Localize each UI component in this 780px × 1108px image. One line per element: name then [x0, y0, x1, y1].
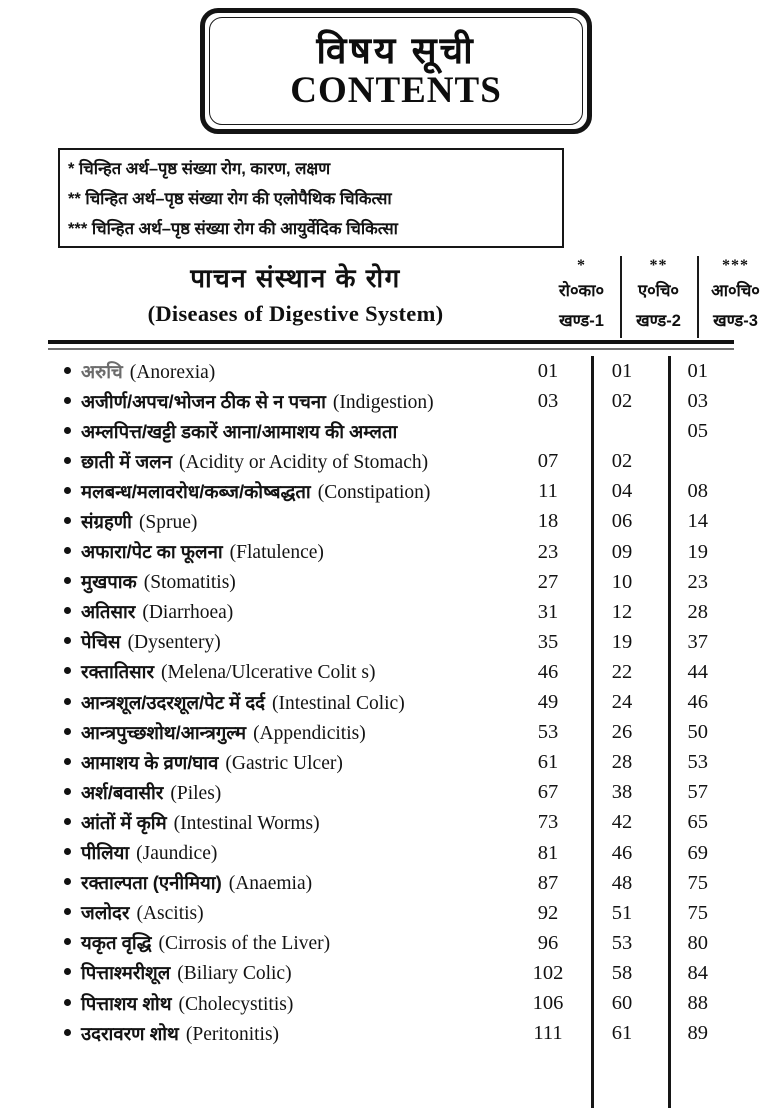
bullet-icon	[64, 607, 71, 614]
page-number-col-2: 02	[611, 390, 633, 413]
page-number-col-1: 07	[537, 450, 559, 473]
page-number-col-3: 84	[687, 961, 708, 984]
row-title-hindi: आन्त्रशूल/उदरशूल/पेट में दर्द	[81, 691, 266, 713]
page-number-col-2: 58	[611, 961, 633, 984]
page-number-col-2: 19	[611, 630, 633, 653]
bullet-icon	[64, 758, 71, 765]
bullet-icon	[64, 788, 71, 795]
page-number-col-3: 19	[687, 540, 708, 563]
page-number-col-2: 10	[611, 570, 633, 593]
bullet-icon	[64, 427, 71, 434]
page-number-col-3: 89	[687, 1022, 708, 1045]
page-number-col-1: 49	[537, 691, 559, 714]
row-title-hindi: अतिसार	[81, 601, 136, 623]
row-label	[48, 479, 515, 504]
page-number-col-2	[589, 416, 662, 446]
page-number-col-3: 01	[687, 360, 708, 382]
legend-line-1: * चिन्हित अर्थ–पृष्ठ संख्या रोग, कारण, लक्षण	[68, 160, 331, 178]
page-number-col-1: 96	[537, 931, 559, 954]
row-title-hindi: पेचिस	[81, 631, 121, 653]
table-row[interactable]	[48, 838, 734, 868]
page-title-hindi: विषय सूची	[316, 29, 476, 71]
page-number-col-3: 69	[687, 841, 708, 864]
row-title-hindi: अफारा/पेट का फूलना	[81, 541, 223, 563]
page-number-col-1: 35	[537, 630, 559, 653]
row-title-english: (Indigestion)	[332, 391, 434, 413]
page-number-col-2: 48	[611, 871, 633, 894]
table-row[interactable]	[48, 627, 734, 657]
row-title-hindi: पित्ताश्मरीशूल	[81, 962, 171, 984]
page-number-col-1: 102	[532, 961, 564, 984]
row-label	[48, 449, 515, 474]
page-number-col-1	[515, 416, 588, 446]
row-label	[48, 780, 515, 805]
row-label	[48, 900, 515, 925]
column-header-3	[697, 256, 774, 338]
column-header-3-stars: ***	[722, 257, 749, 274]
bullet-icon	[64, 397, 71, 404]
row-label	[48, 870, 515, 895]
page-number-col-3: 05	[687, 420, 708, 443]
page-number-col-2: 09	[611, 540, 633, 563]
table-row[interactable]	[48, 928, 734, 958]
table-row[interactable]	[48, 657, 734, 687]
bullet-icon	[64, 848, 71, 855]
page-number-col-2: 51	[611, 901, 633, 924]
page-number-col-2: 61	[611, 1022, 633, 1045]
bullet-icon	[64, 908, 71, 915]
page-number-col-3: 50	[687, 721, 708, 744]
page-title-english: CONTENTS	[290, 69, 502, 111]
row-title-hindi: मलबन्ध/मलावरोध/कब्ज/कोष्बद्धता	[81, 480, 311, 502]
table-row[interactable]	[48, 416, 734, 446]
row-title-english: (Flatulence)	[229, 542, 324, 564]
page-number-col-1: 03	[537, 390, 559, 413]
page-number-col-1: 31	[537, 600, 559, 623]
bullet-icon	[64, 698, 71, 705]
bullet-icon	[64, 968, 71, 975]
page-number-col-1: 53	[537, 721, 559, 744]
page-number-col-2: 24	[611, 691, 633, 714]
contents-row-list	[48, 356, 734, 1048]
column-header-2-khand: खण्ड-2	[636, 312, 681, 330]
page-number-col-2: 22	[611, 660, 633, 683]
row-label	[48, 359, 515, 384]
bullet-icon	[64, 487, 71, 494]
row-title-english: (Biliary Colic)	[177, 963, 292, 985]
row-label	[48, 569, 515, 594]
row-title-hindi: अजीर्ण/अपच/भोजन ठीक से न पचना	[81, 390, 326, 412]
row-title-english: (Intestinal Colic)	[272, 692, 405, 714]
column-header-2-stars: **	[649, 257, 668, 274]
page-number-col-1: 61	[537, 751, 559, 774]
page-number-col-2: 12	[611, 600, 633, 623]
page-number-col-3: 37	[687, 630, 708, 653]
page-number-col-1: 01	[537, 360, 559, 382]
table-row[interactable]	[48, 777, 734, 807]
row-label	[48, 720, 515, 745]
contents-title-box	[200, 8, 592, 134]
column-header-2	[620, 256, 699, 338]
row-title-hindi: पित्ताशय शोथ	[81, 992, 172, 1014]
page-number-col-3: 08	[687, 480, 708, 503]
row-label	[48, 840, 515, 865]
row-title-english: (Peritonitis)	[185, 1023, 280, 1045]
page-number-col-2: 02	[611, 450, 633, 473]
row-title-english: (Anaemia)	[228, 873, 313, 895]
row-title-english: (Anorexia)	[129, 361, 216, 383]
row-label	[48, 629, 515, 654]
row-title-hindi: संग्रहणी	[81, 511, 132, 533]
row-title-hindi: पीलिया	[81, 842, 130, 864]
page-number-col-3: 65	[687, 811, 708, 834]
row-label	[48, 690, 515, 715]
page-number-col-3: 75	[687, 871, 708, 894]
page-number-col-1: 23	[537, 540, 559, 563]
page-number-col-3: 28	[687, 600, 708, 623]
row-label	[48, 1021, 515, 1046]
row-title-hindi: अम्लपित्त/खट्टी डकारें आना/आमाशय की अम्लता	[81, 420, 398, 442]
page-number-col-1: 67	[537, 781, 559, 804]
row-title-hindi: उदरावरण शोथ	[81, 1022, 179, 1044]
row-title-hindi: अरुचि	[81, 360, 123, 382]
column-header-1-khand: खण्ड-1	[559, 312, 604, 330]
page-number-col-1: 73	[537, 811, 559, 834]
row-title-english: (Sprue)	[138, 512, 198, 534]
bullet-icon	[64, 938, 71, 945]
page-number-col-3	[661, 446, 734, 476]
bullet-icon	[64, 547, 71, 554]
table-row[interactable]	[48, 356, 734, 386]
page-number-col-2: 04	[611, 480, 633, 503]
row-title-english: (Jaundice)	[136, 843, 218, 865]
table-row[interactable]	[48, 446, 734, 476]
page-number-col-3: 23	[687, 570, 708, 593]
row-label	[48, 389, 515, 414]
bullet-icon	[64, 1029, 71, 1036]
column-header-2-abbr: ए०चि०	[637, 282, 680, 300]
page-number-col-2: 53	[611, 931, 633, 954]
row-title-english: (Constipation)	[317, 481, 431, 503]
page-number-col-1: 106	[532, 991, 564, 1014]
table-header	[48, 256, 760, 338]
row-title-english: (Cholecystitis)	[178, 993, 294, 1015]
row-label	[48, 930, 515, 955]
page-number-col-1: 87	[537, 871, 559, 894]
contents-title-box-inner	[209, 17, 583, 125]
page-number-col-2: 28	[611, 751, 633, 774]
page-number-col-1: 81	[537, 841, 559, 864]
table-row[interactable]	[48, 386, 734, 416]
table-row[interactable]	[48, 898, 734, 928]
page-number-col-2: 01	[611, 360, 633, 382]
page-number-col-1: 11	[538, 480, 558, 503]
section-heading-english: (Diseases of Digestive System)	[147, 301, 444, 326]
page-number-col-1: 46	[537, 660, 559, 683]
table-row[interactable]	[48, 597, 734, 627]
table-row[interactable]	[48, 687, 734, 717]
page-number-col-1: 27	[537, 570, 559, 593]
row-label	[48, 509, 515, 534]
bullet-icon	[64, 999, 71, 1006]
page-number-col-2: 42	[611, 811, 633, 834]
page-number-col-3: 57	[687, 781, 708, 804]
row-label	[48, 659, 515, 684]
column-header-3-khand: खण्ड-3	[713, 312, 758, 330]
page-number-col-1: 92	[537, 901, 559, 924]
row-title-english: (Gastric Ulcer)	[225, 752, 343, 774]
table-row[interactable]	[48, 868, 734, 898]
row-title-hindi: अर्श/बवासीर	[81, 781, 164, 803]
page-number-col-3: 44	[687, 660, 708, 683]
page-number-col-3: 03	[687, 390, 708, 413]
bullet-icon	[64, 878, 71, 885]
page-number-col-3: 46	[687, 691, 708, 714]
table-row[interactable]	[48, 807, 734, 837]
row-title-hindi: रक्ताल्पता (एनीमिया)	[81, 872, 222, 894]
bullet-icon	[64, 457, 71, 464]
row-label	[48, 750, 515, 775]
table-row[interactable]	[48, 747, 734, 777]
header-rule-thin	[48, 348, 734, 350]
table-row[interactable]	[48, 988, 734, 1018]
table-row[interactable]	[48, 717, 734, 747]
row-title-english: (Melena/Ulcerative Colit s)	[161, 662, 376, 684]
row-label	[48, 991, 515, 1016]
row-title-hindi: छाती में जलन	[81, 450, 172, 472]
row-title-english: (Intestinal Worms)	[173, 812, 320, 834]
legend-line-3: *** चिन्हित अर्थ–पृष्ठ संख्या रोग की आयुर्वेदिक चिकित्सा	[68, 220, 398, 238]
row-title-hindi: रक्तातिसार	[81, 661, 155, 683]
bullet-icon	[64, 667, 71, 674]
page-number-col-1: 18	[537, 510, 559, 533]
page-number-col-2: 38	[611, 781, 633, 804]
row-title-hindi: आन्त्रपुच्छशोथ/आन्त्रगुल्म	[81, 721, 247, 743]
row-label	[48, 539, 515, 564]
page-number-col-1: 111	[533, 1022, 563, 1045]
section-heading	[48, 256, 543, 338]
table-row[interactable]	[48, 1018, 734, 1048]
table-row[interactable]	[48, 506, 734, 536]
page-number-col-3: 80	[687, 931, 708, 954]
row-title-english: (Acidity or Acidity of Stomach)	[178, 451, 429, 473]
bullet-icon	[64, 577, 71, 584]
legend-line-2: ** चिन्हित अर्थ–पृष्ठ संख्या रोग की एलोपैथिक चिकित्सा	[68, 190, 392, 208]
table-row[interactable]	[48, 476, 734, 506]
table-row[interactable]	[48, 567, 734, 597]
section-heading-hindi: पाचन संस्थान के रोग	[190, 263, 401, 293]
row-title-english: (Piles)	[170, 782, 222, 804]
column-header-1-abbr: रो०का०	[558, 282, 605, 300]
row-title-english: (Dysentery)	[127, 632, 221, 654]
page-number-col-2: 26	[611, 721, 633, 744]
page-number-col-3: 53	[687, 751, 708, 774]
bullet-icon	[64, 367, 71, 374]
row-label	[48, 960, 515, 985]
row-title-english: (Diarrhoea)	[142, 602, 234, 624]
row-title-english: (Appendicitis)	[253, 722, 366, 744]
table-row[interactable]	[48, 537, 734, 567]
row-title-hindi: आमाशय के व्रण/घाव	[81, 751, 219, 773]
column-header-1-stars: *	[577, 257, 586, 274]
row-label	[48, 810, 515, 835]
row-title-english: (Stomatitis)	[143, 572, 236, 594]
legend-box	[58, 148, 564, 248]
page-number-col-3: 14	[687, 510, 708, 533]
row-title-hindi: मुखपाक	[81, 571, 137, 593]
table-row[interactable]	[48, 958, 734, 988]
row-title-hindi: आंतों में कृमि	[81, 811, 167, 833]
page-number-col-2: 46	[611, 841, 633, 864]
column-header-3-abbr: आ०चि०	[711, 282, 760, 300]
page-number-col-3: 75	[687, 901, 708, 924]
row-title-english: (Cirrosis of the Liver)	[158, 933, 331, 955]
bullet-icon	[64, 728, 71, 735]
row-title-hindi: जलोदर	[81, 902, 130, 924]
row-label	[48, 599, 515, 624]
bullet-icon	[64, 637, 71, 644]
page-number-col-3: 88	[687, 991, 708, 1014]
row-title-hindi: यकृत वृद्धि	[81, 932, 152, 954]
column-header-1	[543, 256, 622, 338]
row-label	[48, 419, 515, 444]
header-rule-thick	[48, 340, 734, 344]
bullet-icon	[64, 517, 71, 524]
page-number-col-2: 60	[611, 991, 633, 1014]
bullet-icon	[64, 818, 71, 825]
page-number-col-2: 06	[611, 510, 633, 533]
row-title-english: (Ascitis)	[136, 903, 204, 925]
